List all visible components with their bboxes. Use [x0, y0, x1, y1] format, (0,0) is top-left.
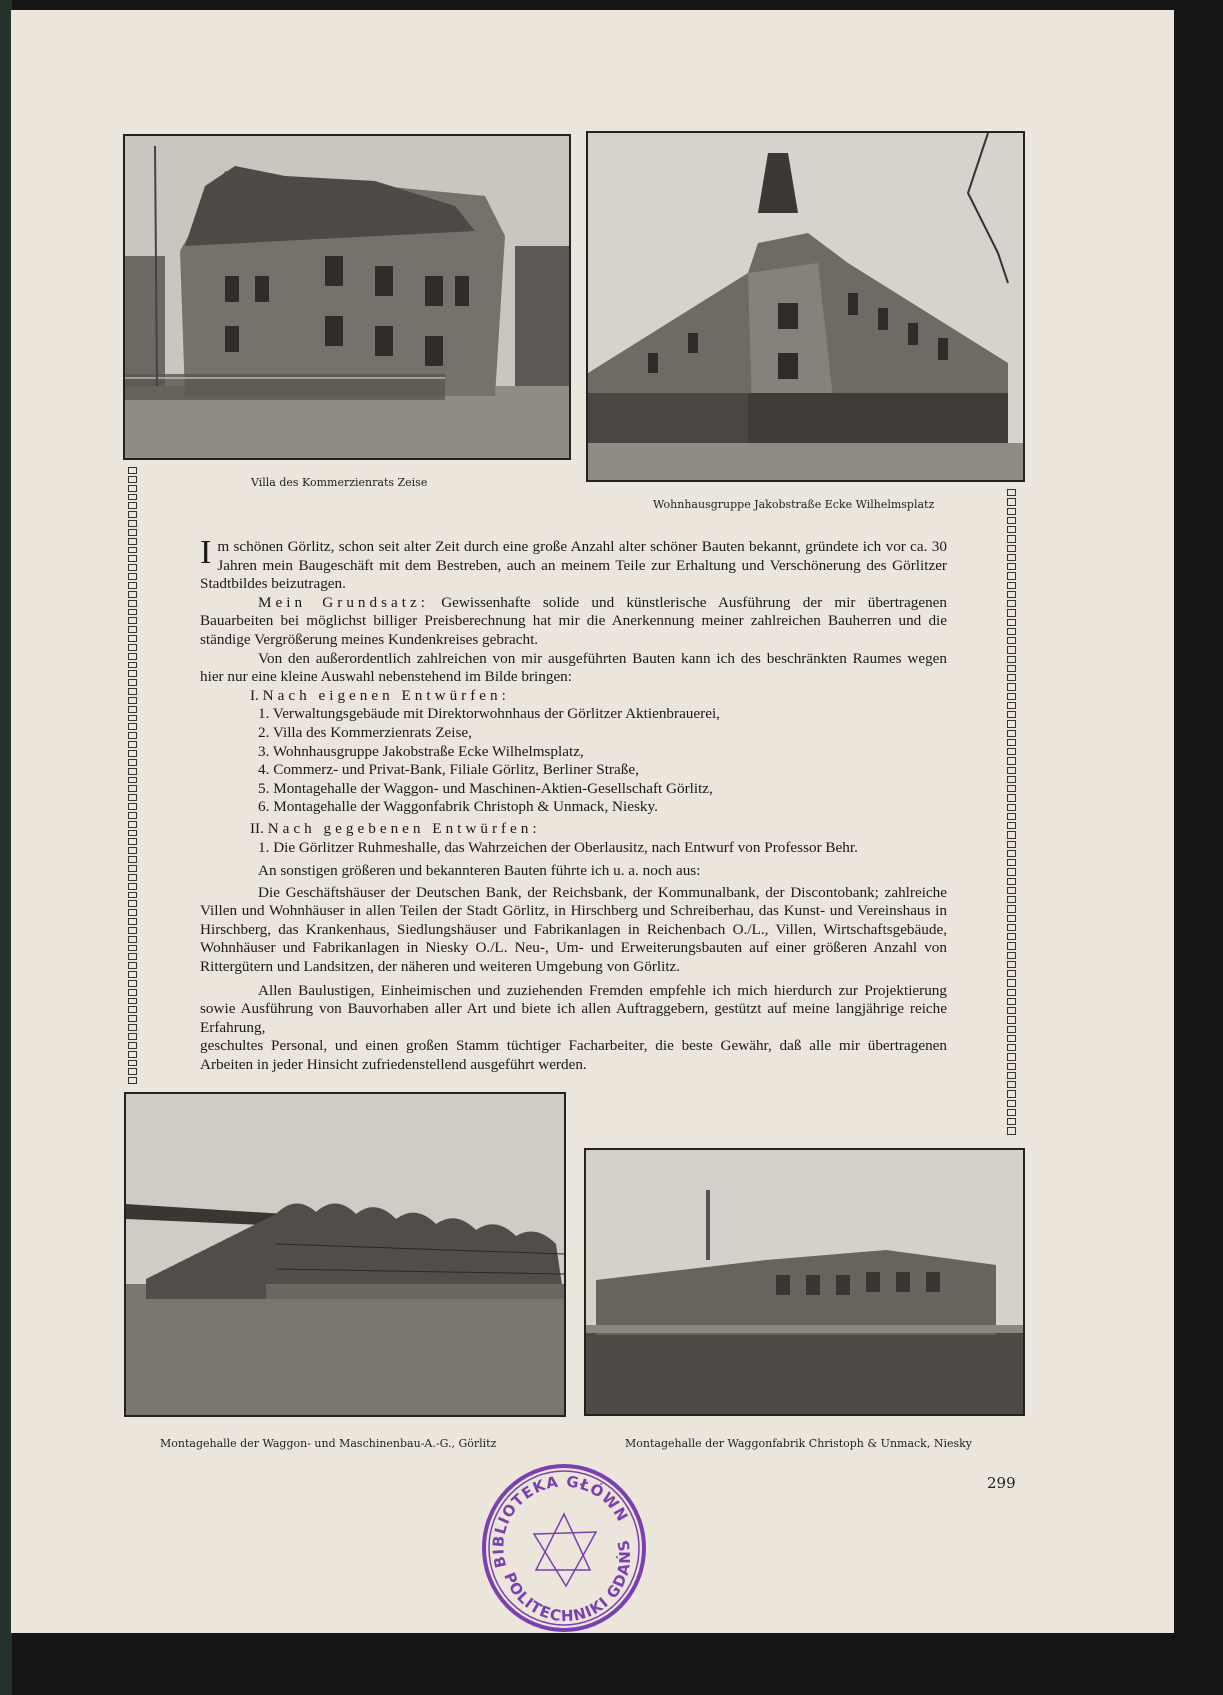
border-box [128, 741, 137, 748]
border-box [128, 715, 137, 722]
border-box [1007, 609, 1016, 616]
border-box [1007, 628, 1016, 635]
border-box [128, 1077, 137, 1084]
border-box [1007, 794, 1016, 801]
border-box [1007, 933, 1016, 940]
border-box [128, 635, 137, 642]
border-box [128, 1051, 137, 1058]
border-box [1007, 637, 1016, 644]
border-box [128, 706, 137, 713]
border-box [128, 874, 137, 881]
border-box [1007, 1026, 1016, 1033]
photo-villa [123, 134, 571, 460]
border-box [1007, 489, 1016, 496]
border-box [1007, 563, 1016, 570]
border-box [128, 644, 137, 651]
border-box [1007, 720, 1016, 727]
border-box [128, 573, 137, 580]
border-box [1007, 674, 1016, 681]
border-box [128, 600, 137, 607]
list-item: 5. Montagehalle der Waggon- und Maschinen-Aktien-Gesellschaft Görlitz, [258, 779, 713, 797]
border-box [128, 662, 137, 669]
border-box [128, 1006, 137, 1013]
border-box [1007, 1118, 1016, 1125]
selection-paragraph: Von den außerordentlich zahlreichen von mir ausgeführten Bauten kann ich des beschränkten Raumes wegen hier nur eine kleine Auswahl nebenstehend im Bilde bringen: [200, 649, 947, 686]
svg-text:POLITECHNIKI GDAŃSKIEJ: POLITECHNIKI GDAŃSKIEJ [500, 1537, 635, 1626]
border-box [128, 670, 137, 677]
border-box [128, 485, 137, 492]
border-box [1007, 952, 1016, 959]
border-box [128, 998, 137, 1005]
border-box [128, 476, 137, 483]
border-box [1007, 1063, 1016, 1070]
border-box [128, 847, 137, 854]
border-box [1007, 1127, 1016, 1134]
border-box [128, 953, 137, 960]
border-box [1007, 785, 1016, 792]
border-box [128, 555, 137, 562]
border-box [1007, 1035, 1016, 1042]
border-box [128, 688, 137, 695]
border-box [1007, 896, 1016, 903]
border-box [1007, 767, 1016, 774]
border-box [128, 900, 137, 907]
list-item: 4. Commerz- und Privat-Bank, Filiale Görlitz, Berliner Straße, [258, 761, 639, 779]
section1-title: Nach eigenen Entwürfen: [262, 686, 510, 704]
border-box [128, 494, 137, 501]
border-box [1007, 591, 1016, 598]
border-box [128, 1033, 137, 1040]
border-box [1007, 841, 1016, 848]
photo-assembly-hall-goerlitz [124, 1092, 566, 1417]
border-box [128, 1068, 137, 1075]
border-box [1007, 1053, 1016, 1060]
border-box [128, 945, 137, 952]
list-item: 1. Verwaltungsgebäude mit Direktorwohnhaus der Görlitzer Aktienbrauerei, [258, 705, 720, 723]
section1-number: I. [250, 686, 259, 704]
border-box [1007, 1016, 1016, 1023]
border-box [128, 582, 137, 589]
border-box [128, 812, 137, 819]
border-box [128, 564, 137, 571]
caption-photo1: Villa des Kommerzienrats Zeise [251, 476, 428, 489]
border-box [128, 626, 137, 633]
border-box [128, 892, 137, 899]
caption-photo3: Montagehalle der Waggon- und Maschinenbau-A.-G., Görlitz [160, 1437, 497, 1450]
border-box [128, 617, 137, 624]
border-box [128, 989, 137, 996]
border-box [1007, 804, 1016, 811]
border-box [1007, 517, 1016, 524]
border-box [1007, 822, 1016, 829]
border-box [128, 830, 137, 837]
border-box [1007, 1109, 1016, 1116]
border-box [1007, 711, 1016, 718]
caption-photo4: Montagehalle der Waggonfabrik Christoph & Unmack, Niesky [625, 1437, 973, 1450]
border-box [128, 785, 137, 792]
border-box [1007, 924, 1016, 931]
border-box [1007, 665, 1016, 672]
border-box [128, 1060, 137, 1067]
decorative-border-left [128, 467, 137, 1084]
list-item: 2. Villa des Kommerzienrats Zeise, [258, 723, 472, 741]
border-box [1007, 554, 1016, 561]
border-box [128, 1042, 137, 1049]
border-box [1007, 878, 1016, 885]
other-intro: An sonstigen größeren und bekannteren Bauten führte ich u. a. noch aus: [258, 862, 701, 880]
border-box [128, 520, 137, 527]
border-box [128, 821, 137, 828]
border-box [128, 723, 137, 730]
border-box [1007, 600, 1016, 607]
drop-cap: I [200, 534, 212, 571]
border-box [1007, 1044, 1016, 1051]
border-box [128, 467, 137, 474]
border-box [128, 591, 137, 598]
border-box [1007, 1100, 1016, 1107]
border-box [1007, 619, 1016, 626]
decorative-border-right [1007, 489, 1016, 1135]
border-box [1007, 693, 1016, 700]
body-text [200, 534, 947, 1075]
border-box [128, 803, 137, 810]
border-box [1007, 905, 1016, 912]
border-box [1007, 656, 1016, 663]
border-box [128, 697, 137, 704]
border-box [1007, 739, 1016, 746]
border-box [1007, 813, 1016, 820]
section2-title: Nach gegebenen Entwürfen: [267, 819, 541, 837]
border-box [1007, 748, 1016, 755]
border-box [1007, 582, 1016, 589]
caption-photo2: Wohnhausgruppe Jakobstraße Ecke Wilhelmsplatz [653, 498, 935, 511]
border-box [128, 936, 137, 943]
border-box [128, 865, 137, 872]
border-box [1007, 868, 1016, 875]
border-box [1007, 859, 1016, 866]
border-box [1007, 776, 1016, 783]
border-box [1007, 970, 1016, 977]
border-box [128, 547, 137, 554]
section2-number: II. [250, 819, 264, 837]
border-box [1007, 508, 1016, 515]
border-box [1007, 979, 1016, 986]
border-box [128, 529, 137, 536]
border-box [1007, 702, 1016, 709]
border-box [1007, 942, 1016, 949]
border-box [128, 679, 137, 686]
border-box [1007, 572, 1016, 579]
border-box [1007, 1090, 1016, 1097]
photo-corner-building [586, 131, 1025, 482]
border-box [1007, 850, 1016, 857]
border-box [128, 980, 137, 987]
border-box [1007, 1081, 1016, 1088]
border-box [1007, 887, 1016, 894]
border-box [1007, 526, 1016, 533]
border-box [128, 502, 137, 509]
closing-paragraph-continued: geschultes Personal, und einen großen Stamm tüchtiger Facharbeiter, die beste Gewähr, daß alle mir übertragenen Arbeiten in jeder Hinsicht zufriedenstellend ausgeführt werden. [200, 1037, 947, 1074]
border-box [128, 732, 137, 739]
border-box [128, 856, 137, 863]
border-box [1007, 757, 1016, 764]
principle-label: Mein Grundsatz: [258, 593, 429, 611]
border-box [128, 918, 137, 925]
page-number: 299 [987, 1474, 1016, 1492]
border-box [128, 909, 137, 916]
border-box [1007, 646, 1016, 653]
border-box [128, 883, 137, 890]
border-box [1007, 1007, 1016, 1014]
border-box [1007, 535, 1016, 542]
photo-assembly-hall-niesky [584, 1148, 1025, 1416]
border-box [128, 1015, 137, 1022]
border-box [128, 538, 137, 545]
border-box [128, 653, 137, 660]
border-box [128, 962, 137, 969]
border-box [1007, 1072, 1016, 1079]
closing-paragraph: Allen Baulustigen, Einheimischen und zuziehenden Fremden empfehle ich mich hierdurch zur Projektierung sowie Ausführung von Bauvorhaben aller Art und biete ich allen Auftraggebern, gestützt auf meine langjährige reiche Erfahrung, [200, 981, 947, 1036]
border-box [1007, 498, 1016, 505]
border-box [128, 971, 137, 978]
border-box [1007, 989, 1016, 996]
svg-text:BIBLIOTEKA GŁÓWNA: BIBLIOTEKA GŁÓWNA [489, 1472, 632, 1570]
border-box [128, 750, 137, 757]
border-box [128, 1024, 137, 1031]
border-box [128, 759, 137, 766]
border-box [128, 768, 137, 775]
list-item: 3. Wohnhausgruppe Jakobstraße Ecke Wilhelmsplatz, [258, 742, 584, 760]
border-box [128, 511, 137, 518]
border-box [1007, 683, 1016, 690]
library-stamp [478, 1462, 650, 1634]
border-box [1007, 545, 1016, 552]
principle-paragraph: Gewissenhafte solide und künstlerische Ausführung der mir übertragenen Bauarbeiten bei möglichst billiger Preisberechnung hat mir die Anerkennung meiner zahlreichen Bauherren und die ständige Vergrößerung meines Kundenkreises gebracht. [200, 593, 947, 648]
other-paragraph: Die Geschäftshäuser der Deutschen Bank, der Reichsbank, der Kommunalbank, der Discontobank; zahlreiche Villen und Wohnhäuser in allen Teilen der Stadt Görlitz, in Hirschberg und Schreiberhau, das Kunst- und Vereinshaus in Hirschberg, das Krankenhaus, Siedlungshäuser und Fabrikanlagen in Reichenbach O./L., Villen, Wirtschaftsgebäude, Wohnhäuser und Fabrikanlagen in Niesky O./L. Neu-, Um- und Erweiterungsbauten auf einer größeren Anzahl von Rittergütern und Landsitzen, der näheren und weiteren Umgebung von Görlitz. [200, 883, 947, 976]
list-item: 1. Die Görlitzer Ruhmeshalle, das Wahrzeichen der Oberlausitz, nach Entwurf von Professor Behr. [258, 838, 858, 856]
intro-paragraph: m schönen Görlitz, schon seit alter Zeit durch eine große Anzahl alter schöner Bauten bekannt, gründete ich vor ca. 30 Jahren mein Baugeschäft mit dem Bestreben, auch an meinem Teile zur Erhaltung und Verschönerung des Görlitzer Stadtbildes beizutragen. [200, 538, 947, 593]
border-box [1007, 998, 1016, 1005]
border-box [1007, 730, 1016, 737]
border-box [128, 838, 137, 845]
border-box [128, 609, 137, 616]
list-item: 6. Montagehalle der Waggonfabrik Christoph & Unmack, Niesky. [258, 798, 658, 816]
border-box [128, 927, 137, 934]
border-box [1007, 915, 1016, 922]
border-box [1007, 831, 1016, 838]
border-box [128, 777, 137, 784]
border-box [1007, 961, 1016, 968]
border-box [128, 794, 137, 801]
